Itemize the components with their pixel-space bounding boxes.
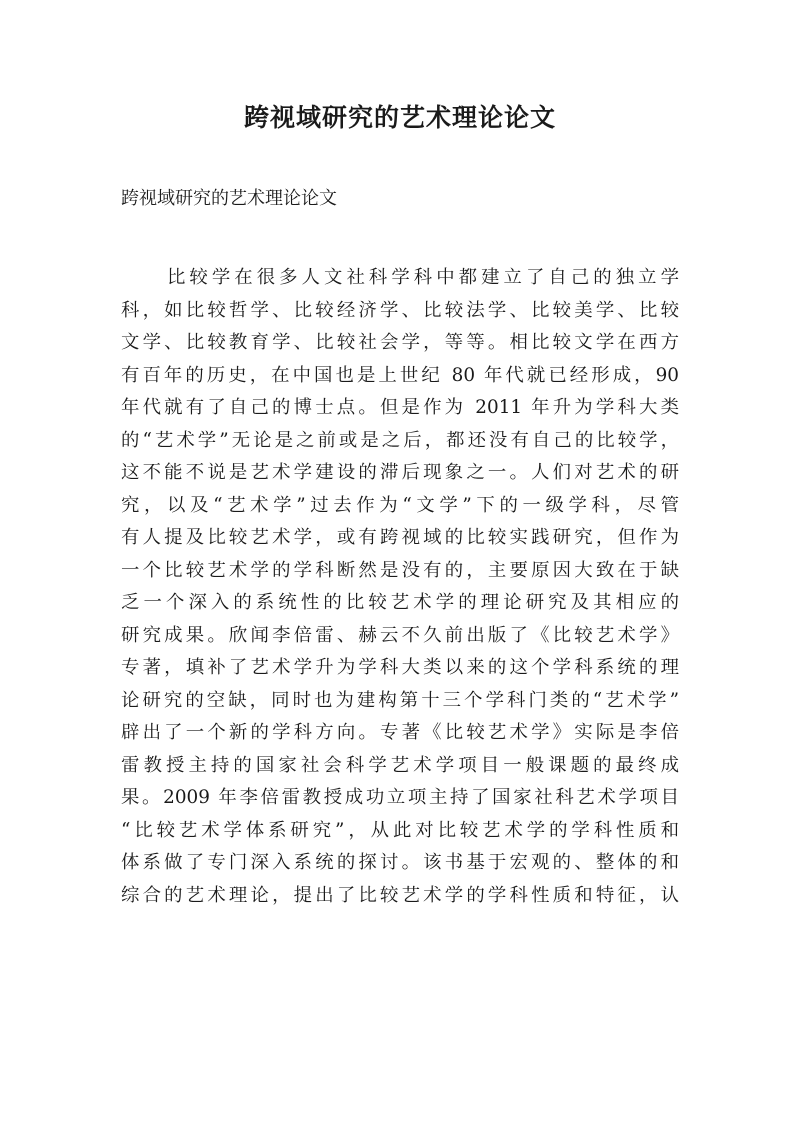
document-title: 跨视域研究的艺术理论论文 (243, 103, 556, 132)
paragraph-line: 年代就有了自己的博士点。但是作为 2011 年升为学科大类 (121, 397, 679, 418)
paragraph-line: 体系做了专门深入系统的探讨。该书基于宏观的、整体的和 (121, 852, 679, 873)
paragraph-line: “比较艺术学体系研究”，从此对比较艺术学的学科性质和 (121, 819, 679, 841)
paragraph-line: 果。2009 年李倍雷教授成功立项主持了国家社科艺术学项目 (121, 787, 679, 808)
body-paragraph (121, 262, 679, 912)
paragraph-line: 乏一个深入的系统性的比较艺术学的理论研究及其相应的 (121, 592, 679, 613)
paragraph-line: 辟出了一个新的学科方向。专著《比较艺术学》实际是李倍 (121, 722, 679, 743)
paragraph-line: 有百年的历史，在中国也是上世纪 80 年代就已经形成，90 (121, 364, 679, 386)
document-subtitle: 跨视域研究的艺术理论论文 (121, 188, 337, 209)
paragraph-line: 一个比较艺术学的学科断然是没有的，主要原因大致在于缺 (121, 559, 679, 581)
paragraph-line: 论研究的空缺，同时也为建构第十三个学科门类的“艺术学” (121, 689, 679, 711)
paragraph-line: 文学、比较教育学、比较社会学，等等。相比较文学在西方 (121, 332, 679, 353)
paragraph-line: 究，以及“艺术学”过去作为“文学”下的一级学科，尽管 (121, 494, 679, 516)
paragraph-line: 科，如比较哲学、比较经济学、比较法学、比较美学、比较 (121, 299, 679, 321)
paragraph-line: 雷教授主持的国家社会科学艺术学项目一般课题的最终成 (121, 754, 679, 776)
paragraph-line: 比较学在很多人文社科学科中都建立了自己的独立学 (167, 267, 679, 288)
paragraph-line: 的“艺术学”无论是之前或是之后，都还没有自己的比较学， (121, 429, 679, 451)
paragraph-line: 专著，填补了艺术学升为学科大类以来的这个学科系统的理 (121, 657, 679, 678)
paragraph-line: 这不能不说是艺术学建设的滞后现象之一。人们对艺术的研 (121, 462, 679, 483)
paragraph-line: 有人提及比较艺术学，或有跨视域的比较实践研究，但作为 (121, 527, 679, 548)
paragraph-line: 研究成果。欣闻李倍雷、赫云不久前出版了《比较艺术学》 (121, 624, 679, 646)
paragraph-line: 综合的艺术理论，提出了比较艺术学的学科性质和特征，认 (121, 884, 679, 906)
